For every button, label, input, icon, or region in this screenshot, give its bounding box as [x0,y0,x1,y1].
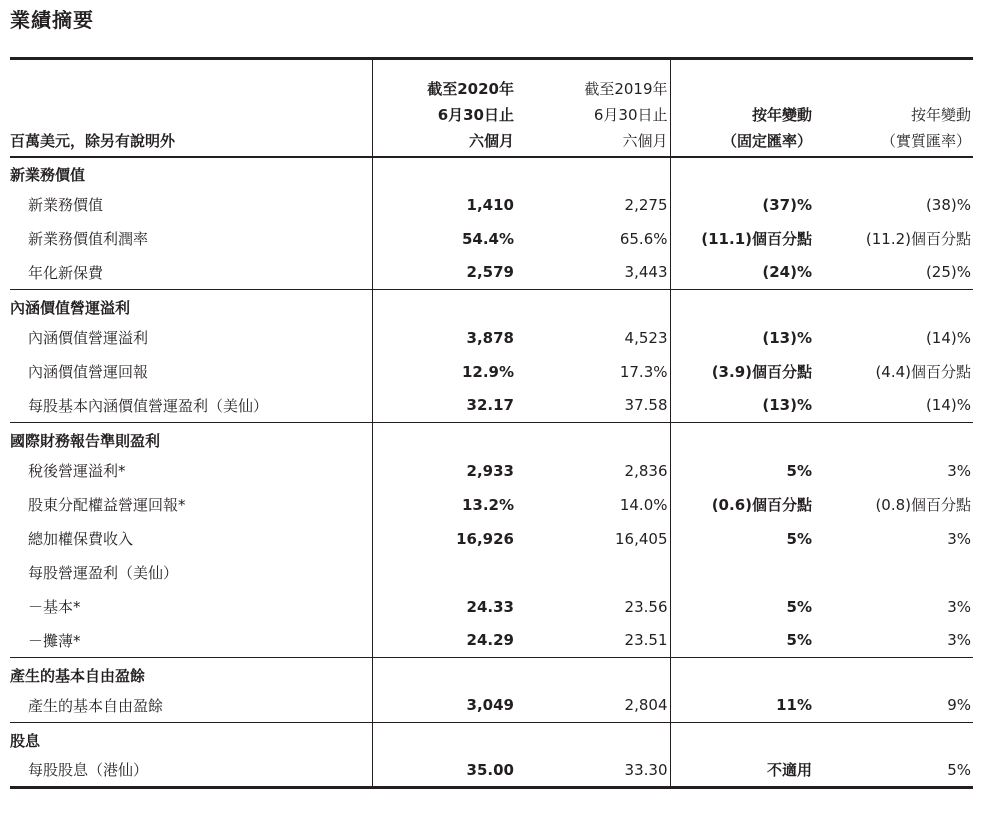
table-row [10,522,973,556]
section-title: 股息 [10,731,41,750]
table-row [10,355,973,389]
yoy-constant: 5% [670,454,818,488]
yoy-constant: 不適用 [670,754,818,788]
yoy-constant: (13)% [670,389,818,423]
value-2019: 65.6% [619,229,668,248]
value-2019: 3,443 [520,256,670,290]
page-title: 業績摘要 [10,8,94,32]
section-title: 新業務價值 [10,165,86,184]
section-header-row [10,290,973,321]
yoy-actual: (11.2)個百分點 [865,230,971,248]
table-row [10,256,973,290]
value-2019: 16,405 [615,529,668,548]
value-2020: 12.9% [372,355,520,389]
row-label: 每股營運盈利（美仙） [28,564,179,582]
value-2019: 17.3% [619,362,668,381]
header-2020-period: 截至2020年 6月30日止 六個月 [372,59,520,157]
yoy-actual: (14)% [925,328,971,347]
yoy-constant: 5% [670,590,818,624]
empty-cell [818,423,973,454]
section-header-row [10,658,973,689]
empty-cell [372,658,520,689]
row-label: 內涵價值營運回報 [28,363,149,381]
empty-cell [818,157,973,188]
empty-cell [520,658,670,689]
yoy-constant: (24)% [670,256,818,290]
yoy-actual: 3% [947,529,971,548]
yoy-actual: (38)% [925,195,971,214]
value-2019: 2,275 [624,195,668,214]
yoy-constant: 5% [670,624,818,658]
header-yoy-actual: 按年變動 （實質匯率） [818,59,973,157]
value-2020: 3,049 [372,689,520,723]
yoy-actual: (4.4)個百分點 [875,363,971,381]
empty-cell [818,658,973,689]
section-title: 產生的基本自由盈餘 [10,666,146,685]
value-2019: 33.30 [520,754,670,788]
header-yoy-constant: 按年變動 （固定匯率） [670,59,818,157]
empty-cell [372,723,520,754]
header-unit-label: 百萬美元，除另有說明外 [10,59,372,157]
table-row [10,624,973,658]
value-2020: 2,933 [372,454,520,488]
section-title: 國際財務報告準則盈利 [10,431,161,450]
value-2019: 2,804 [520,689,670,723]
yoy-actual: 3% [818,624,973,658]
table-header-row [10,59,973,157]
table-row [10,689,973,723]
yoy-constant: (3.9)個百分點 [670,355,818,389]
yoy-actual: 3% [947,597,971,616]
yoy-constant: 11% [670,689,818,723]
empty-cell [520,423,670,454]
yoy-actual: 9% [818,689,973,723]
yoy-constant: (0.6)個百分點 [670,488,818,522]
table-row [10,590,973,624]
section-header-row [10,157,973,188]
row-label: 稅後營運溢利* [28,462,126,480]
table-row [10,454,973,488]
table-row [10,321,973,355]
value-2019: 2,836 [624,461,668,480]
yoy-actual: (0.8)個百分點 [875,496,971,514]
value-2019: 23.51 [520,624,670,658]
table-row [10,556,973,590]
table-row [10,222,973,256]
row-label: 總加權保費收入 [28,530,134,548]
value-2020: 24.33 [372,590,520,624]
empty-cell [372,290,520,321]
empty-cell [670,423,818,454]
yoy-constant: (37)% [670,188,818,222]
empty-cell [670,157,818,188]
row-label: 年化新保費 [10,256,372,290]
empty-cell [670,290,818,321]
table-row [10,389,973,423]
row-label: 內涵價值營運溢利 [28,329,149,347]
section-header-row [10,423,973,454]
empty-cell [670,658,818,689]
yoy-constant: 5% [670,522,818,556]
table-row [10,488,973,522]
value-2020: 13.2% [372,488,520,522]
row-label: 股東分配權益營運回報* [28,496,186,514]
yoy-actual: 3% [947,461,971,480]
empty-cell [520,290,670,321]
value-2020: 24.29 [372,624,520,658]
table-body [10,157,973,788]
value-2020: 2,579 [372,256,520,290]
value-2019: 23.56 [624,597,668,616]
yoy-actual: 5% [818,754,973,788]
row-label: －基本* [28,598,81,616]
value-2019 [520,556,670,590]
value-2020: 16,926 [372,522,520,556]
value-2020 [372,556,520,590]
section-title: 內涵價值營運溢利 [10,298,131,317]
value-2019: 37.58 [520,389,670,423]
empty-cell [520,157,670,188]
row-label: 新業務價值 [28,196,104,214]
empty-cell [372,157,520,188]
yoy-constant: (11.1)個百分點 [670,222,818,256]
empty-cell [818,723,973,754]
row-label: 每股股息（港仙） [10,754,372,788]
table-row [10,754,973,788]
value-2020: 3,878 [372,321,520,355]
empty-cell [670,723,818,754]
value-2020: 1,410 [372,188,520,222]
value-2020: 54.4% [372,222,520,256]
section-header-row [10,723,973,754]
empty-cell [520,723,670,754]
yoy-actual: (14)% [818,389,973,423]
row-label: －攤薄* [10,624,372,658]
value-2019: 4,523 [624,328,668,347]
value-2020: 32.17 [372,389,520,423]
row-label: 產生的基本自由盈餘 [10,689,372,723]
empty-cell [818,290,973,321]
row-label: 新業務價值利潤率 [28,230,149,248]
yoy-actual [818,556,973,590]
yoy-actual: (25)% [818,256,973,290]
yoy-constant: (13)% [670,321,818,355]
yoy-constant [670,556,818,590]
row-label: 每股基本內涵價值營運盈利（美仙） [10,389,372,423]
results-summary-table [10,57,973,789]
table-row [10,188,973,222]
empty-cell [372,423,520,454]
value-2020: 35.00 [372,754,520,788]
header-2019-period: 截至2019年 6月30日止 六個月 [520,59,670,157]
value-2019: 14.0% [619,495,668,514]
